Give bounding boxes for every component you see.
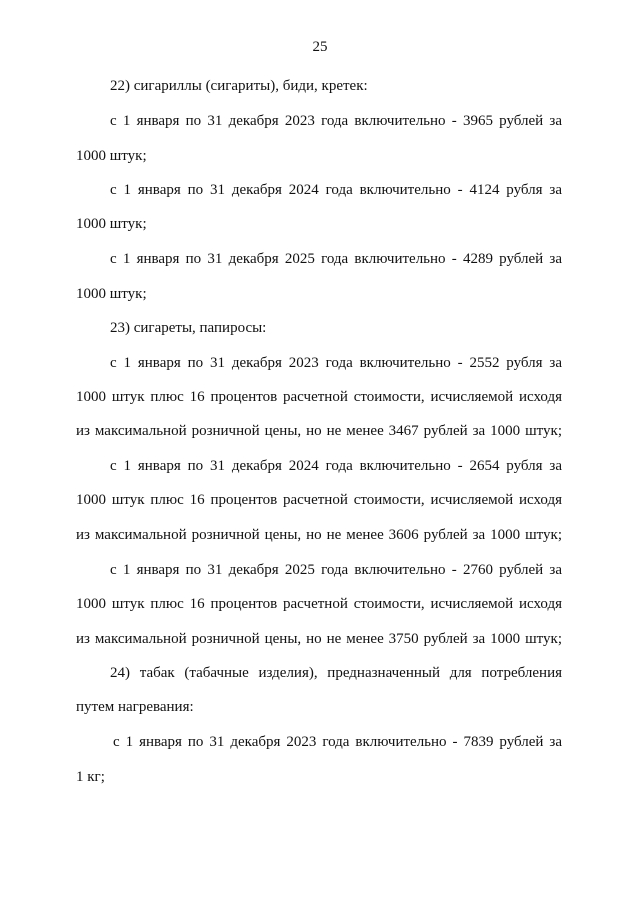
text-line: с 1 января по 31 декабря 2023 года включительно - 7839 рублей за — [113, 734, 562, 750]
text-line: с 1 января по 31 декабря 2024 года включительно - 4124 рубля за — [110, 182, 562, 198]
text-line: с 1 января по 31 декабря 2024 года включительно - 2654 рубля за — [110, 458, 562, 474]
text-line: из максимальной розничной цены, но не менее 3606 рублей за 1000 штук; — [76, 527, 562, 543]
text-line: 1 кг; — [76, 769, 105, 785]
text-line: 1000 штук плюс 16 процентов расчетной стоимости, исчисляемой исходя — [76, 596, 562, 612]
item-24-heading: 24) табак (табачные изделия), предназначенный для потребления — [110, 665, 562, 681]
item-23-heading: 23) сигареты, папиросы: — [110, 320, 267, 336]
text-line: с 1 января по 31 декабря 2025 года включительно - 2760 рублей за — [110, 562, 562, 578]
text-line: из максимальной розничной цены, но не менее 3750 рублей за 1000 штук; — [76, 631, 562, 647]
text-line: 1000 штук; — [76, 216, 147, 232]
text-line: 1000 штук; — [76, 286, 147, 302]
text-line: 1000 штук; — [76, 148, 147, 164]
text-line: с 1 января по 31 декабря 2023 года включительно - 2552 рубля за — [110, 355, 562, 371]
text-line: 1000 штук плюс 16 процентов расчетной стоимости, исчисляемой исходя — [76, 389, 562, 405]
text-line: из максимальной розничной цены, но не менее 3467 рублей за 1000 штук; — [76, 423, 562, 439]
item-22-heading: 22) сигариллы (сигариты), биди, кретек: — [110, 78, 368, 94]
text-line: с 1 января по 31 декабря 2023 года включительно - 3965 рублей за — [110, 113, 562, 129]
text-line: 1000 штук плюс 16 процентов расчетной стоимости, исчисляемой исходя — [76, 492, 562, 508]
text-line: с 1 января по 31 декабря 2025 года включительно - 4289 рублей за — [110, 251, 562, 267]
text-line: путем нагревания: — [76, 699, 194, 715]
page-number: 25 — [312, 39, 328, 55]
